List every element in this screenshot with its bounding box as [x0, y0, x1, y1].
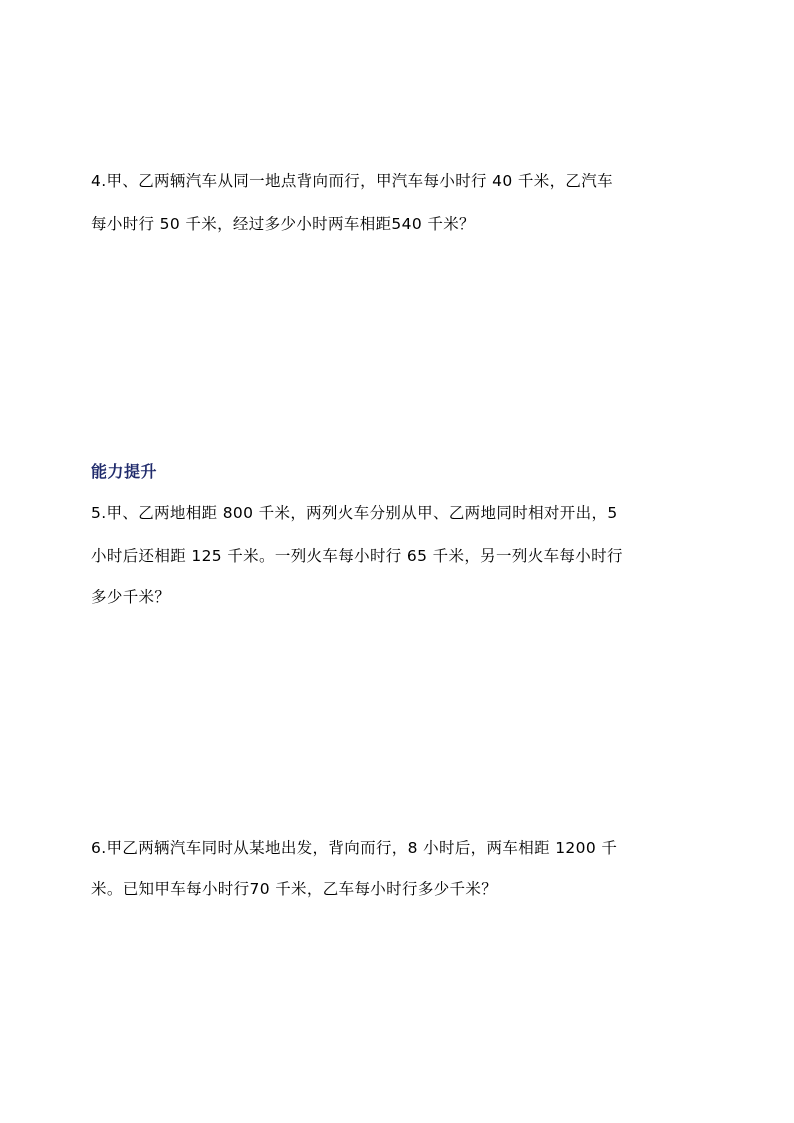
question-6-line-1: 6.甲乙两辆汽车同时从某地出发，背向而行，8 小时后，两车相距 1200 千: [91, 839, 618, 857]
question-6-line-2: 米。已知甲车每小时行70 千米，乙车每小时行多少千米？: [91, 880, 498, 898]
question-5-line-1: 5.甲、乙两地相距 800 千米，两列火车分别从甲、乙两地同时相对开出，5: [91, 504, 618, 522]
question-4-line-2: 每小时行 50 千米，经过多少小时两车相距540 千米？: [91, 215, 475, 233]
section-heading: 能力提升: [91, 462, 158, 481]
question-5-line-3: 多少千米？: [91, 588, 171, 606]
question-5-line-2: 小时后还相距 125 千米。一列火车每小时行 65 千米，另一列火车每小时行: [91, 547, 623, 565]
question-4-line-1: 4.甲、乙两辆汽车从同一地点背向而行，甲汽车每小时行 40 千米，乙汽车: [91, 172, 613, 190]
